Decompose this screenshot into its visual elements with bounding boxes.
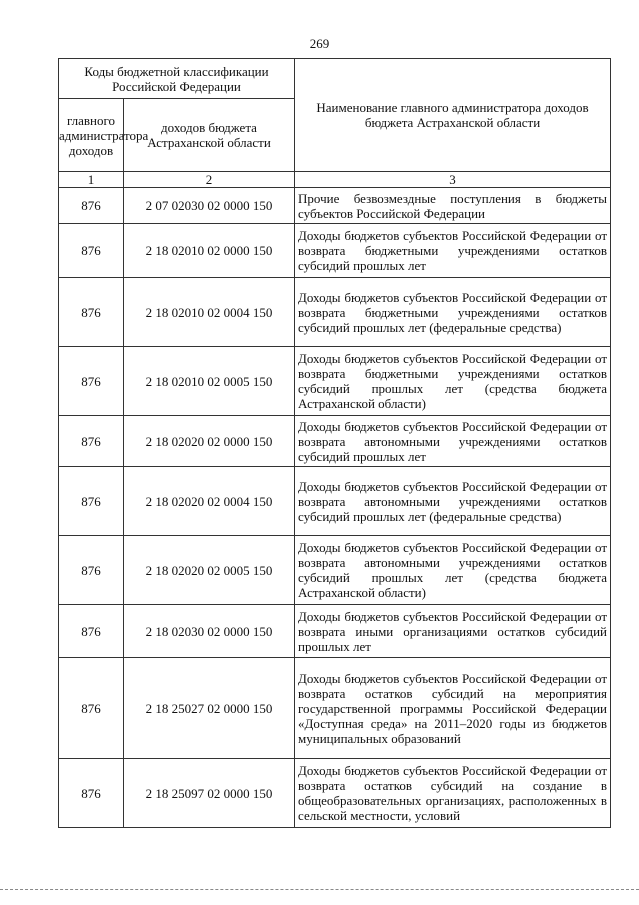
page-bottom-rule [0,889,639,890]
budget-code-cell: 2 18 02030 02 0000 150 [124,605,295,658]
page-number: 269 [309,36,330,51]
header-col-admin: главного администратора доходов [59,99,124,172]
table-row [59,759,611,828]
table-row [59,278,611,347]
admin-code-cell: 876 [59,536,124,605]
budget-code-cell: 2 18 02010 02 0004 150 [124,278,295,347]
admin-code-cell: 876 [59,759,124,828]
name-cell: Доходы бюджетов субъектов Российской Федерации от возврата автономными учреждениями остатков субсидий прошлых лет [295,416,611,467]
name-cell: Доходы бюджетов субъектов Российской Федерации от возврата автономными учреждениями остатков субсидий прошлых лет (средства бюджета Астраханской области) [295,536,611,605]
table-row [59,224,611,278]
table-row [59,347,611,416]
table-row [59,416,611,467]
admin-code-cell: 876 [59,416,124,467]
header-col-name: Наименование главного администратора доходов бюджета Астраханской области [295,59,611,172]
header-group-title: Коды бюджетной классификации Российской Федерации [59,59,295,99]
budget-code-cell: 2 07 02030 02 0000 150 [124,188,295,224]
table-row [59,188,611,224]
budget-code-cell: 2 18 02020 02 0000 150 [124,416,295,467]
name-cell: Доходы бюджетов субъектов Российской Федерации от возврата иными организациями остатков субсидий прошлых лет [295,605,611,658]
admin-code-cell: 876 [59,188,124,224]
admin-code-cell: 876 [59,347,124,416]
budget-code-cell: 2 18 02010 02 0005 150 [124,347,295,416]
table-row [59,467,611,536]
header-num-2: 2 [124,172,295,188]
name-cell: Доходы бюджетов субъектов Российской Федерации от возврата бюджетными учреждениями остатков субсидий прошлых лет [295,224,611,278]
budget-classification-table [58,58,611,828]
budget-code-cell: 2 18 25027 02 0000 150 [124,658,295,759]
budget-code-cell: 2 18 02020 02 0004 150 [124,467,295,536]
header-num-3: 3 [295,172,611,188]
name-cell: Доходы бюджетов субъектов Российской Федерации от возврата автономными учреждениями остатков субсидий прошлых лет (федеральные средства) [295,467,611,536]
table-row [59,536,611,605]
admin-code-cell: 876 [59,278,124,347]
budget-code-cell: 2 18 02020 02 0005 150 [124,536,295,605]
name-cell: Доходы бюджетов субъектов Российской Федерации от возврата бюджетными учреждениями остатков субсидий прошлых лет (средства бюджета Астраханской области) [295,347,611,416]
name-cell: Доходы бюджетов субъектов Российской Федерации от возврата остатков субсидий на мероприятия государственной программы Российской Федерации «Доступная среда» на 2011–2020 годы из бюджетов муниципальных образований [295,658,611,759]
admin-code-cell: 876 [59,605,124,658]
admin-code-cell: 876 [59,467,124,536]
table-row [59,658,611,759]
admin-code-cell: 876 [59,224,124,278]
name-cell: Доходы бюджетов субъектов Российской Федерации от возврата остатков субсидий на создание в общеобразовательных организациях, расположенных в сельской местности, условий [295,759,611,828]
budget-code-cell: 2 18 02010 02 0000 150 [124,224,295,278]
name-cell: Прочие безвозмездные поступления в бюджеты субъектов Российской Федерации [295,188,611,224]
budget-code-cell: 2 18 25097 02 0000 150 [124,759,295,828]
admin-code-cell: 876 [59,658,124,759]
header-col-code: доходов бюджета Астраханской области [124,99,295,172]
header-num-1: 1 [59,172,124,188]
table-row [59,605,611,658]
name-cell: Доходы бюджетов субъектов Российской Федерации от возврата бюджетными учреждениями остатков субсидий прошлых лет (федеральные средства) [295,278,611,347]
